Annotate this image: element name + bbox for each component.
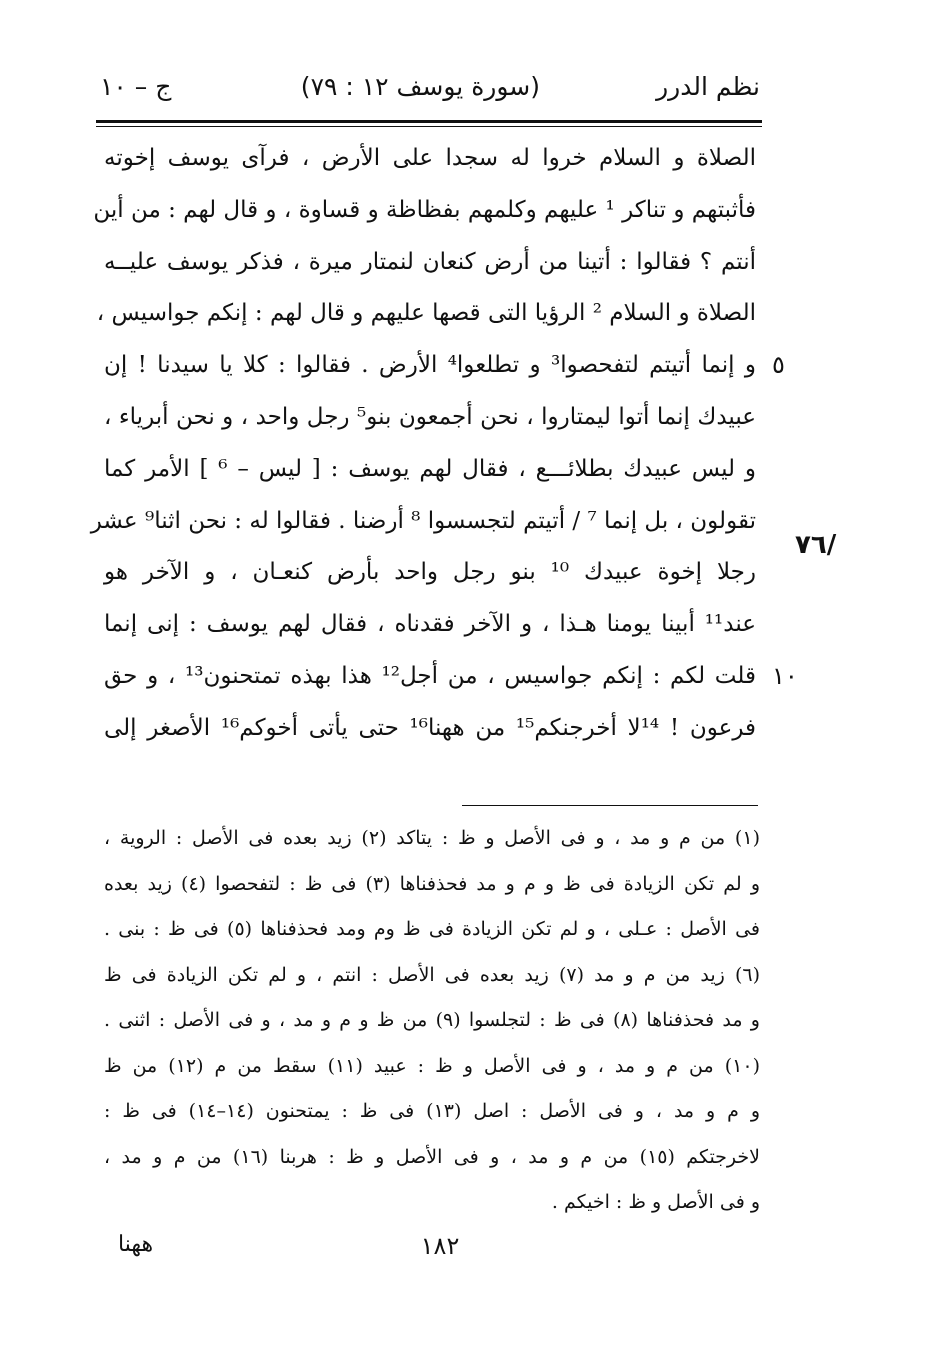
text-line: عند¹¹ أبينا يومنا هـذا ، و الآخر فقدناه ، فقال لهم يوسف : إنى إنما [104, 611, 756, 638]
line-number-5: ٥ [772, 351, 785, 379]
text-line: و ليس عبيدك بطلائـــع ، فقال لهم يوسف : [ ليس – ⁶ ] الأمر كما [104, 455, 757, 482]
catchword: ههنا [118, 1232, 154, 1257]
header-rule-thin [96, 126, 762, 127]
footnote-line: فى الأصل : عـلى ، و لم تكن الزيادة فى ظ وم ومد فحذفناها (٥) فى ظ : بنى . [104, 918, 760, 940]
footnote-line: و فى الأصل و ظ : اخيكم . [551, 1191, 760, 1213]
main-text-block [90, 133, 757, 755]
margin-page-reference: /٧٦ [795, 530, 837, 560]
footnotes-block [104, 816, 760, 1226]
footnote-line: و مد فحذفناها (٨) فى ظ : لتجلسوا (٩) من ظ و م و مد ، و فى الأصل : اثنى . [104, 1009, 760, 1031]
text-line: أنتم ؟ فقالوا : أتينا من أرض كنعان لنمتار ميرة ، فذكر يوسف عليــه [104, 248, 756, 275]
text-line: تقولون ، بل إنما ⁷ / أتيتم لتجسسوا ⁸ أرضنا . فقالوا له : نحن اثنا⁹ عشر [90, 507, 756, 534]
footnote-line: (٦) زيد من م و مد (٧) زيد بعده فى الأصل : انتم ، و لم تكن الزيادة فى ظ [104, 963, 760, 986]
footnote-separator [462, 805, 758, 806]
text-line: الصلاة و السلام ² الرؤيا التى قصها عليهم و قال لهم : إنكم جواسيس ، [96, 300, 756, 327]
text-line: فرعون ! ¹⁴لا أخرجنكم¹⁵ من ههنا¹⁶ حتى يأتى أخوكم¹⁶ الأصغر إلى [104, 714, 757, 741]
footnote-line: و لم تكن الزيادة فى ظ و م و مد فحذفناها (٣) فى ظ : لتفحصوا (٤) زيد بعده [104, 872, 760, 895]
footnote-line: (١) من م و مد ، و فى الأصل و ظ : يتاكد (٢) زيد بعده فى الأصل : الروية ، [104, 827, 760, 849]
running-header [100, 70, 760, 110]
text-line: و إنما أتيتم لتفحصوا³ و تطلعوا⁴ الأرض . فقالوا : كلا يا سيدنا ! إن [104, 352, 757, 379]
footnote-line: (١٠) من م و مد ، و فى الأصل و ظ : عبيد (١١) سقط من م (١٢) من ظ [104, 1054, 760, 1077]
text-line: الصلاة و السلام خروا له سجدا على الأرض ، فرآى يوسف إخوته [104, 145, 756, 171]
header-rule-thick [96, 120, 762, 123]
text-line: رجلا إخوة عبيدك ¹⁰ بنو رجل واحد بأرض كنعـان ، و الآخر هو [104, 559, 756, 586]
book-title: نظم الدرر [656, 72, 760, 101]
footnote-line: لاخرجتكم (١٥) من م و مد ، و فى الأصل و ظ : هربنا (١٦) من م و مد ، [104, 1145, 760, 1168]
text-line: قلت لكم : إنكم جواسيس ، من أجل¹² هذا بهذه تمتحنون¹³ ، و حق [104, 662, 756, 689]
line-number-10: ١٠ [772, 662, 798, 690]
page-number: ١٨٢ [420, 1232, 460, 1260]
text-line: فأثبتهم و تناكر ¹ عليهم وكلمهم بفظاظة و قساوة ، و قال لهم : من أين [93, 196, 756, 223]
surah-reference: (سورة يوسف ١٢ : ٧٩) [300, 72, 540, 101]
text-line: عبيدك إنما أتوا ليمتاروا ، نحن أجمعون بنو⁵ رجل واحد ، و نحن أبرياء ، [104, 403, 756, 430]
footnote-line: و م و مد ، و فى الأصل : اصل (١٣) فى ظ : يمتحنون (١٤–١٤) فى ظ : [104, 1100, 760, 1122]
volume-label: ج – ١٠ [100, 72, 172, 101]
